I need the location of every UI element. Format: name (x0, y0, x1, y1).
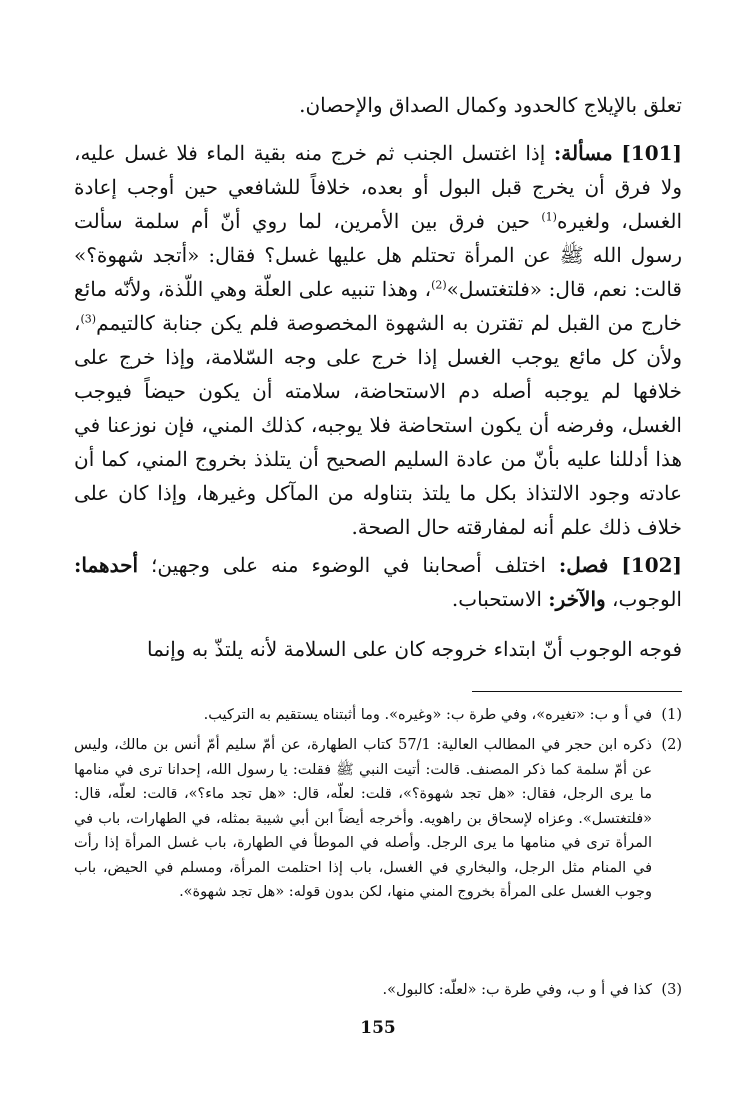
paragraph-text: الوجوب، (612, 587, 682, 611)
footnote-text: كذا في أ و ب، وفي طرة ب: «لعلّه: كالبول». (382, 982, 652, 998)
paragraph-number: [101] (621, 141, 683, 165)
footnote-3 (74, 978, 682, 1003)
page-number: 155 (360, 1018, 396, 1038)
footnote-text: في أ و ب: «تغيره»، وفي طرة ب: «وغيره». وما أثبتناه يستقيم به التركيب. (203, 707, 652, 723)
first-view-label: أحدهما: (74, 553, 139, 577)
footnote-number: (2) (661, 737, 682, 753)
paragraph-text: ، ولأن كل مائع يوجب الغسل إذا خرج على وجه السّلامة، وإذا خرج على خلافها لم يوجبه أصله دم الاستحاضة، سلامته أن يكون حيضاً فيوجب الغسل، وفرضه أن يكون استحاضة فلا يوجبه، كذلك المني، فإن نوزعنا في هذا أدللنا عليه بأنّ من عادة السليم الصحيح أن يتلذذ بخروج المني، كما أن عادته وجود الالتذاذ بكل ما يلتذ بتناوله من المآكل وغيرها، وإذا كان على خلاف ذلك علم أنه لمفارقته حال الصحة. (74, 311, 682, 539)
footnote-divider (472, 691, 682, 692)
footnote-number: (1) (661, 707, 682, 723)
paragraph-text: الاستحباب. (451, 587, 542, 611)
paragraph-text: إذا اغتسل الجنب ثم خرج منه بقية الماء فلا غسل عليه، ولا فرق أن يخرج قبل البول أو بعده، خلافاً للشافعي حين أوجب إعادة الغسل، ولغيره (74, 141, 682, 233)
footnote-2 (74, 733, 682, 905)
paragraph-text: ، وهذا تنبيه على العلّة وهي اللّذة، ولأنّه مائع خارج من القبل لم تقترن به الشهوة المخصوصة فلم يكن جنابة كالتيمم (74, 277, 682, 335)
footnote-ref: (2) (431, 278, 447, 292)
footnote-number: (3) (661, 982, 682, 998)
footnote-ref: (3) (80, 312, 97, 326)
footnote-text: ذكره ابن حجر في المطالب العالية: 57/1 كتاب الطهارة، عن أمّ سليم أمّ أنس بن مالك، وليس عن أمّ سلمة كما ذكر المصنف. قالت: أتيت النبي ﷺ فقلت: يا رسول الله، إحدانا ترى في منامها ما يرى الرجل، فقال: «هل تجد شهوة؟»، قلت: لعلّه، قال: «هل تجد ماء؟»، قالت: لعلّه، قال: «فلتغتسل». وعزاه لإسحاق بن راهويه. وأخرجه أيضاً ابن أبي شيبة بمثله، في الطهارات، باب في المرأة ترى في منامها ما يرى الرجل. وأصله في الموطأ في الطهارة، باب غسل المرأة إذا رأت في المنام مثل الرجل، والبخاري في الغسل، باب إذا احتلمت المرأة، ومسلم في الحيض، باب وجوب الغسل على المرأة بخروج المني منها، لكن بدون قوله: «هل تجد شهوة». (74, 737, 652, 900)
intro-line: تعلق بالإيلاج كالحدود وكمال الصداق والإحصان. (299, 93, 682, 117)
section-label: مسألة: (553, 141, 613, 165)
paragraph-text: اختلف أصحابنا في الوضوء منه على وجهين؛ (151, 553, 546, 577)
second-view-label: والآخر: (548, 587, 606, 611)
paragraph-number: [102] (621, 553, 682, 577)
footnote-ref: (1) (541, 210, 557, 224)
paragraph-text: حين فرق بين الأمرين، لما روي أنّ أم سلمة سألت رسول الله ﷺ عن المرأة تحتلم هل عليها غسل؟ فقال: «أتجد شهوة؟» قالت: نعم، قال: «فلتغتسل» (74, 209, 682, 301)
paragraph-101 (74, 136, 682, 544)
footnote-1 (74, 703, 682, 728)
last-line: فوجه الوجوب أنّ ابتداء خروجه كان على السلامة لأنه يلتذّ به وإنما (147, 637, 682, 661)
paragraph-102 (74, 548, 682, 616)
section-label: فصل: (558, 553, 609, 577)
